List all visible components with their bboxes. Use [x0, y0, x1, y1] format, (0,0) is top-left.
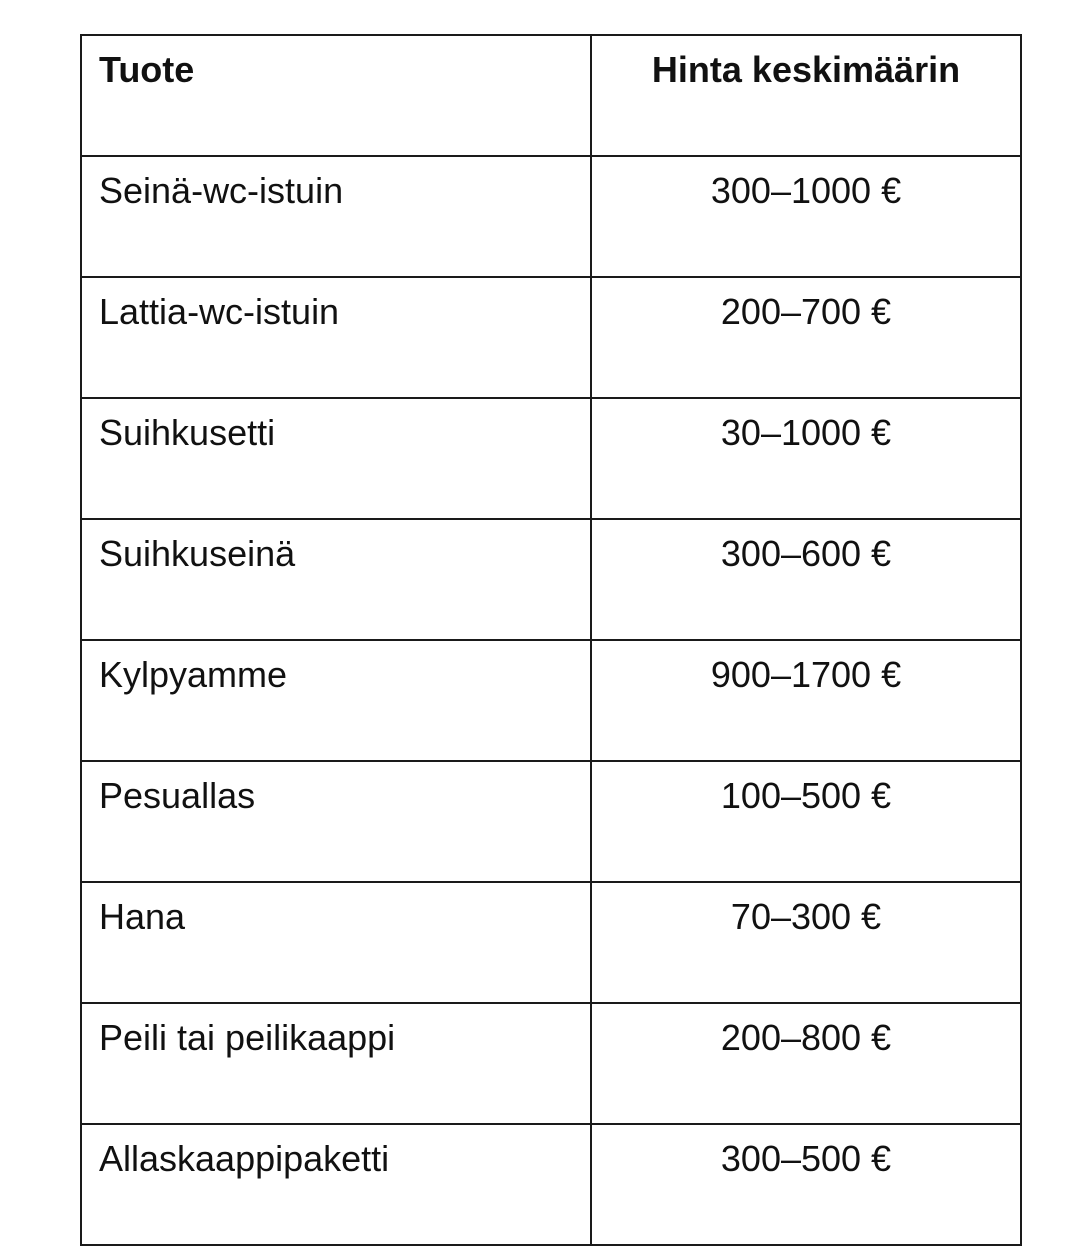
price-cell: 70–300 € — [591, 882, 1021, 1003]
product-cell: Seinä-wc-istuin — [81, 156, 591, 277]
product-cell: Lattia-wc-istuin — [81, 277, 591, 398]
table-row — [81, 761, 1021, 882]
table-row — [81, 1124, 1021, 1245]
price-cell: 100–500 € — [591, 761, 1021, 882]
product-cell: Suihkuseinä — [81, 519, 591, 640]
product-cell: Peili tai peilikaappi — [81, 1003, 591, 1124]
table-row — [81, 640, 1021, 761]
table-row — [81, 398, 1021, 519]
header-row — [81, 35, 1021, 156]
product-cell: Suihkusetti — [81, 398, 591, 519]
table-row — [81, 882, 1021, 1003]
table-row — [81, 1003, 1021, 1124]
header-product: Tuote — [81, 35, 591, 156]
price-cell: 200–800 € — [591, 1003, 1021, 1124]
price-cell: 30–1000 € — [591, 398, 1021, 519]
price-cell: 300–1000 € — [591, 156, 1021, 277]
price-cell: 300–500 € — [591, 1124, 1021, 1245]
price-cell: 200–700 € — [591, 277, 1021, 398]
price-cell: 300–600 € — [591, 519, 1021, 640]
table-row — [81, 277, 1021, 398]
price-cell: 900–1700 € — [591, 640, 1021, 761]
header-price: Hinta keskimäärin — [591, 35, 1021, 156]
product-cell: Kylpyamme — [81, 640, 591, 761]
product-cell: Hana — [81, 882, 591, 1003]
price-table — [80, 34, 1022, 1246]
table-row — [81, 156, 1021, 277]
product-cell: Allaskaappipaketti — [81, 1124, 591, 1245]
table-row — [81, 519, 1021, 640]
product-cell: Pesuallas — [81, 761, 591, 882]
